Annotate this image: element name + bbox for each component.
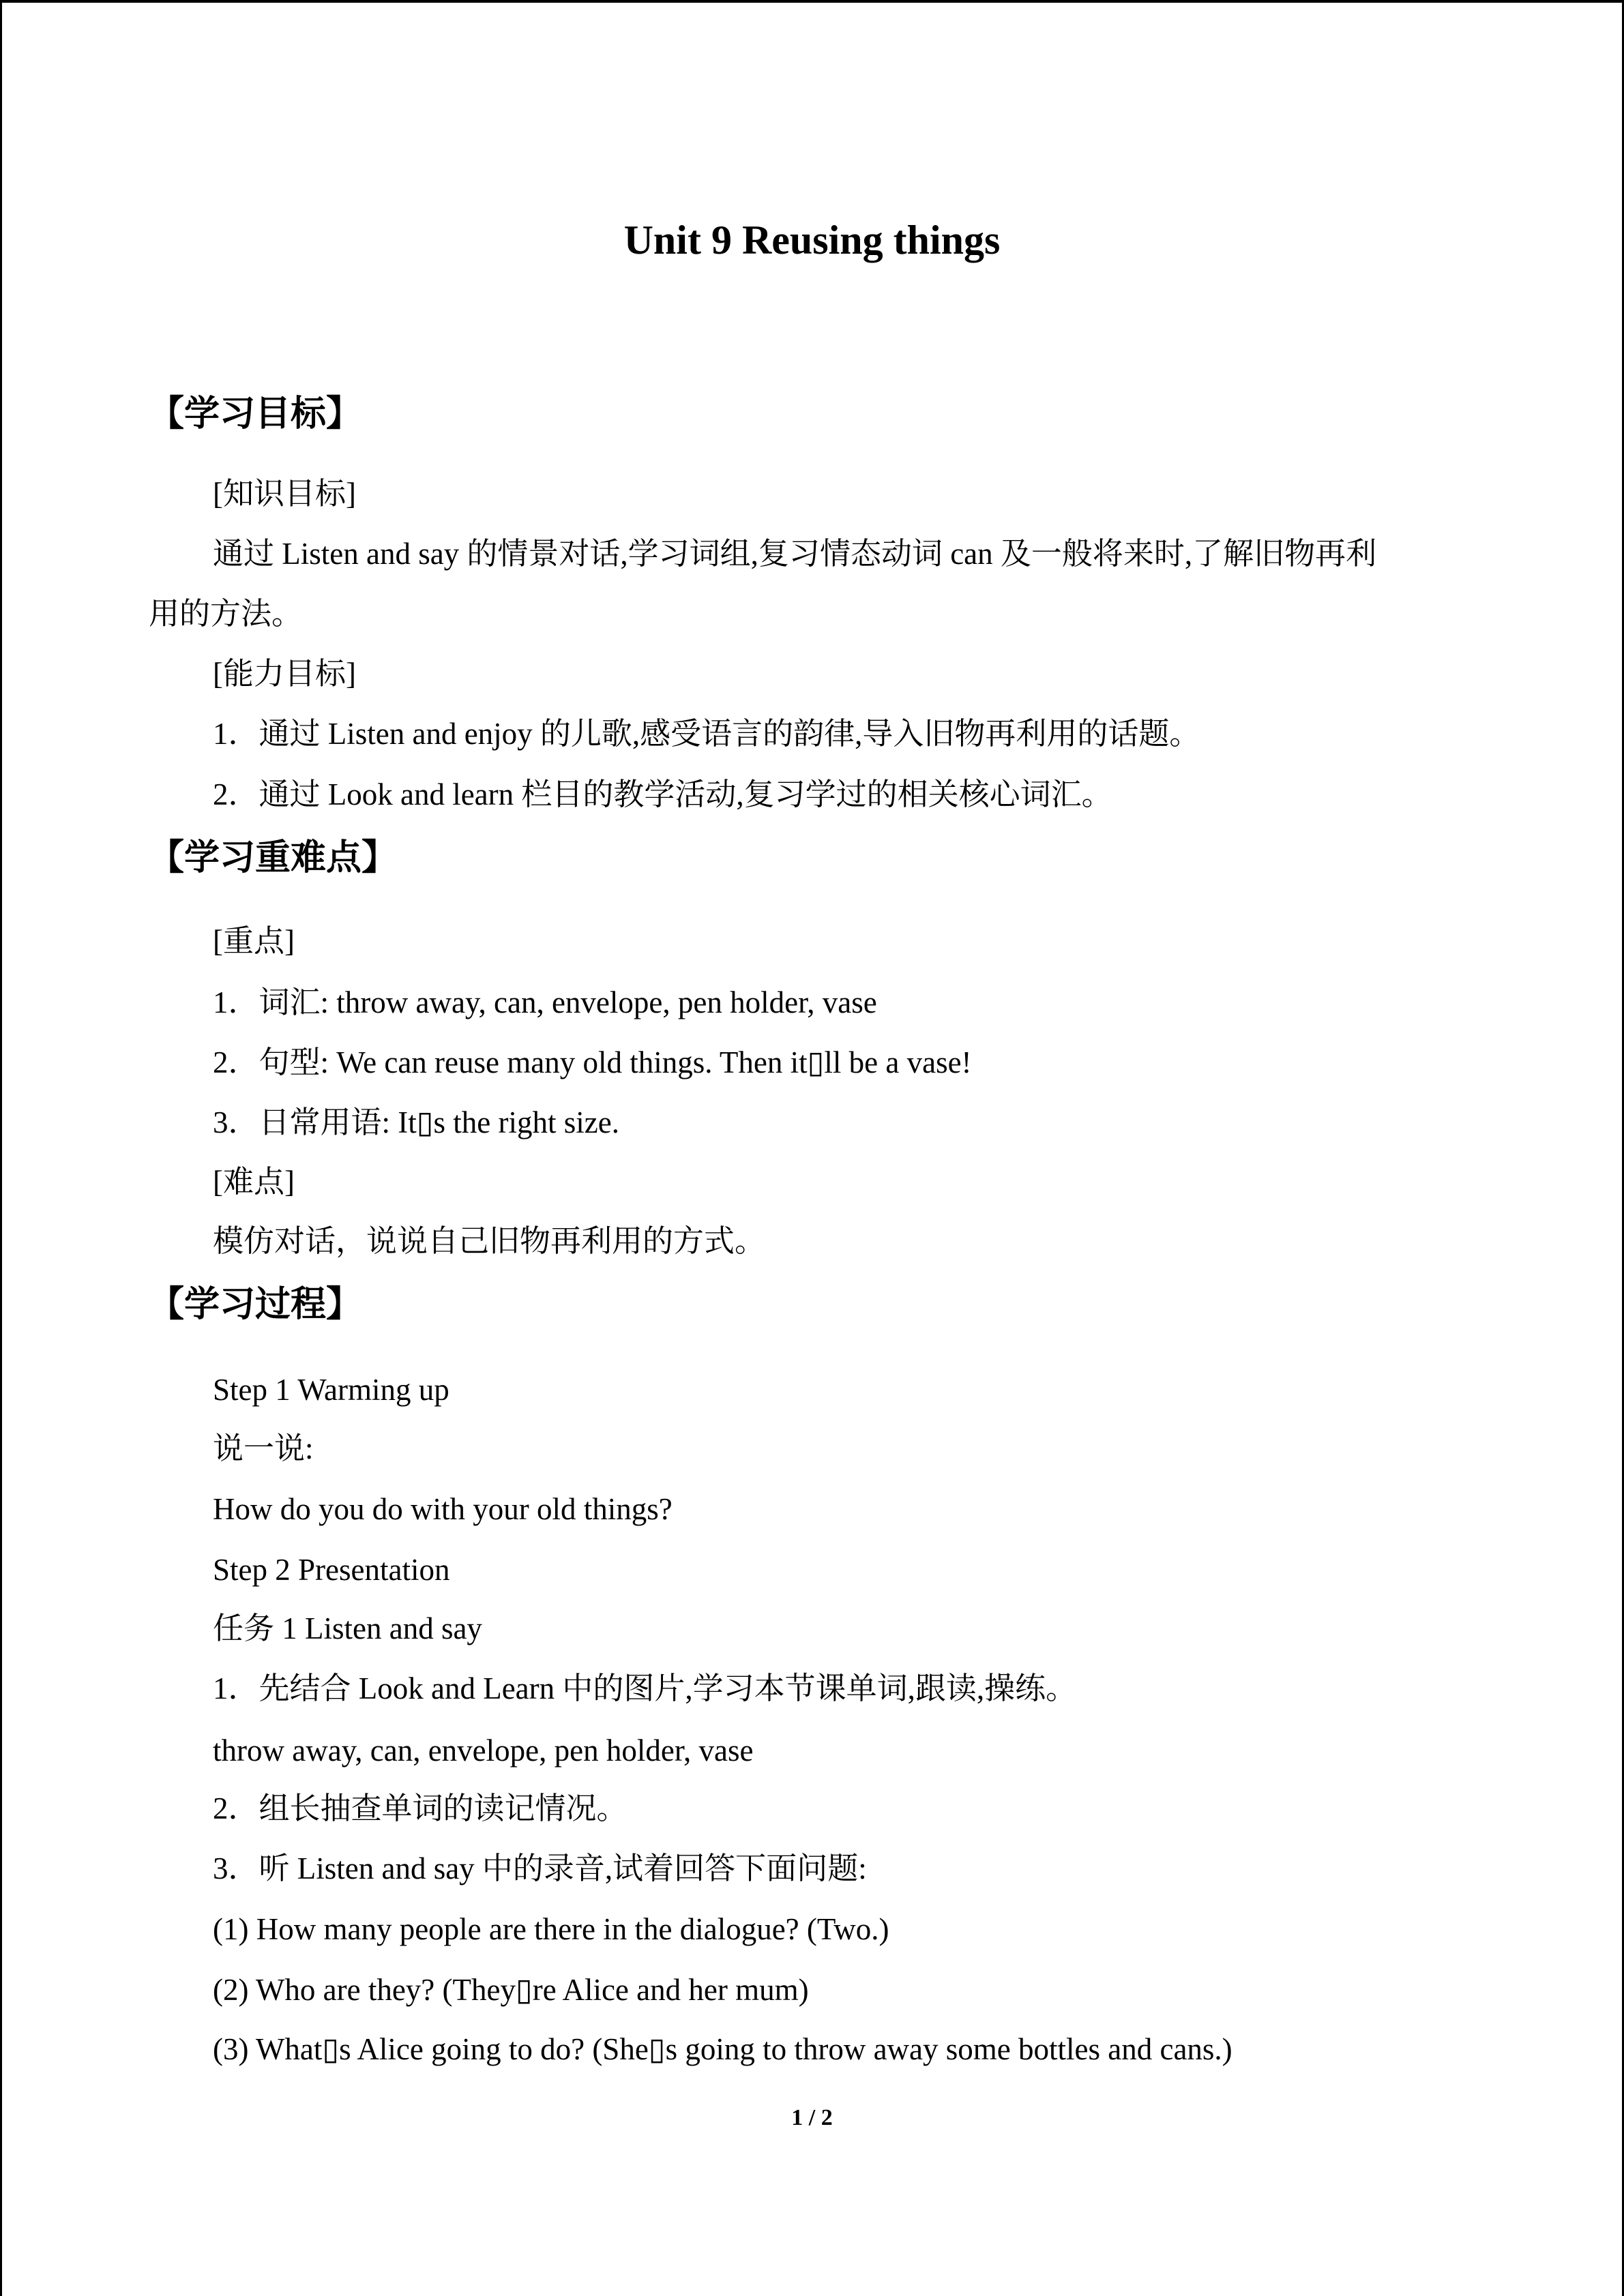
ability-objectives-label: [能力目标]	[213, 657, 356, 691]
task-1-heading: 任务 1 Listen and say	[213, 1611, 482, 1645]
difficulty-text: 模仿对话，说说自己旧物再利用的方式。	[213, 1224, 766, 1258]
ability-objective-item-1: 1．通过 Listen and enjoy 的儿歌,感受语言的韵律,导入旧物再利用的话题。	[213, 717, 1200, 751]
question-1: (1) How many people are there in the dialogue? (Two.)	[213, 1912, 889, 1946]
process-item-1: 1．先结合 Look and Learn 中的图片,学习本节课单词,跟读,操练。	[213, 1671, 1077, 1705]
step-1-heading: Step 1 Warming up	[213, 1373, 449, 1407]
focus-item-2: 2．句型: We can reuse many old things. Then it▯ll be a vase!	[213, 1045, 972, 1079]
warmup-question: How do you do with your old things?	[213, 1492, 673, 1526]
document-title: Unit 9 Reusing things	[623, 218, 1001, 263]
focus-item-1: 1．词汇: throw away, can, envelope, pen holder, vase	[213, 985, 877, 1019]
knowledge-objectives-label: [知识目标]	[213, 477, 356, 511]
vocabulary-list: throw away, can, envelope, pen holder, vase	[213, 1733, 754, 1768]
knowledge-objectives-line-2: 用的方法。	[149, 597, 303, 631]
question-2: (2) Who are they? (They▯re Alice and her mum)	[213, 1973, 809, 2007]
say-label: 说一说:	[213, 1431, 314, 1465]
heading-key-points: 【学习重难点】	[149, 837, 398, 878]
process-item-2: 2．组长抽查单词的读记情况。	[213, 1791, 628, 1825]
focus-item-3: 3．日常用语: It▯s the right size.	[213, 1105, 619, 1139]
page-border-top	[0, 0, 1624, 3]
process-item-3: 3．听 Listen and say 中的录音,试着回答下面问题:	[213, 1851, 867, 1885]
page-number: 1 / 2	[791, 2105, 833, 2130]
focus-label: [重点]	[213, 924, 295, 958]
question-3: (3) What▯s Alice going to do? (She▯s going to throw away some bottles and cans.)	[213, 2032, 1232, 2066]
heading-objectives: 【学习目标】	[149, 393, 362, 434]
heading-process: 【学习过程】	[149, 1284, 362, 1325]
difficulty-label: [难点]	[213, 1165, 295, 1199]
step-2-heading: Step 2 Presentation	[213, 1553, 450, 1587]
knowledge-objectives-line-1: 通过 Listen and say 的情景对话,学习词组,复习情态动词 can 及一般将来时,了解旧物再利	[213, 537, 1377, 571]
page-border-left	[0, 0, 2, 2296]
ability-objective-item-2: 2．通过 Look and learn 栏目的教学活动,复习学过的相关核心词汇。	[213, 777, 1112, 811]
